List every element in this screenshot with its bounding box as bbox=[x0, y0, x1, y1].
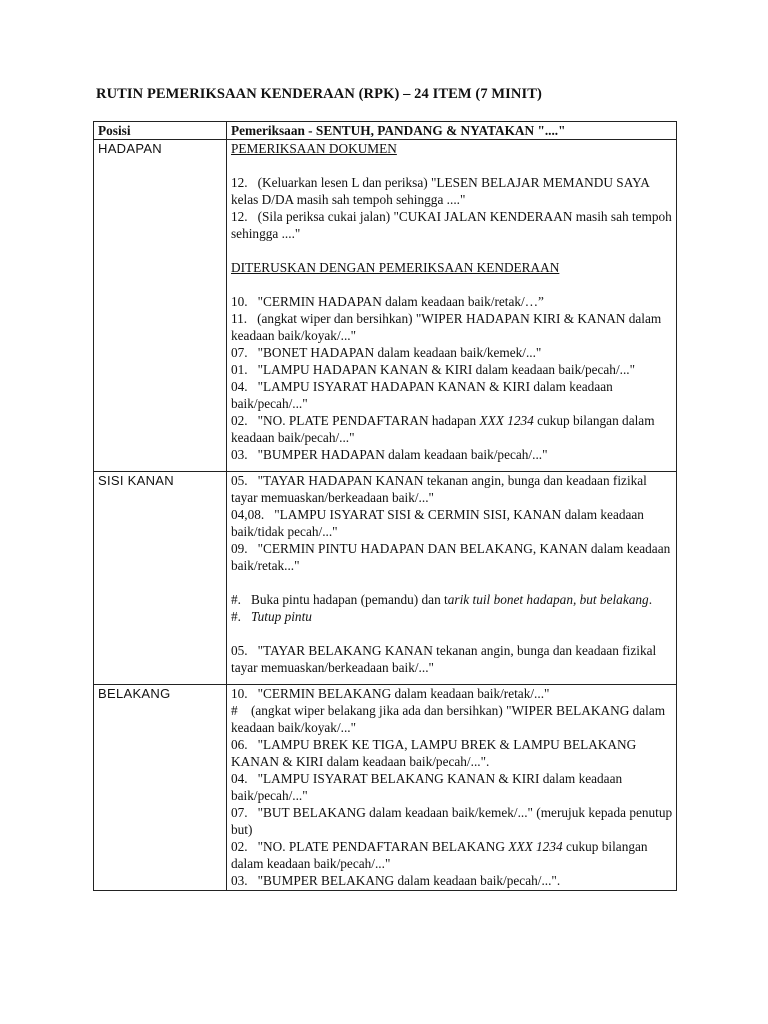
plate-text: 02. "NO. PLATE PENDAFTARAN hadapan bbox=[231, 413, 480, 428]
list-item: 01. "LAMPU HADAPAN KANAN & KIRI dalam keadaan baik/pecah/..." bbox=[231, 362, 636, 377]
list-item: 05. "TAYAR BELAKANG KANAN tekanan angin, bunga dan keadaan fizikal tayar memuaskan/berkeadaan baik/..." bbox=[231, 643, 657, 675]
list-item: 11. (angkat wiper dan bersihkan) "WIPER HADAPAN KIRI & KANAN dalam keadaan baik/koyak/..." bbox=[231, 311, 662, 343]
list-item: 12. (Keluarkan lesen L dan periksa) "LESEN BELAJAR MEMANDU SAYA kelas D/DA masih sah tempoh sehingga ...." bbox=[231, 175, 650, 207]
note-item bbox=[231, 591, 673, 608]
plate-number: XXX 1234 bbox=[508, 839, 563, 854]
section-heading-kenderaan: DITERUSKAN DENGAN PEMERIKSAAN KENDERAAN bbox=[231, 260, 560, 275]
section-heading-dokumen: PEMERIKSAAN DOKUMEN bbox=[231, 141, 397, 156]
table-row-sisi-kanan bbox=[94, 472, 677, 685]
pemeriksaan-hadapan bbox=[227, 140, 677, 472]
note-text: #. Buka pintu hadapan (pemandu) dan t bbox=[231, 592, 448, 607]
note-text-italic: arik tuil bonet hadapan, but belakang bbox=[447, 592, 649, 607]
list-item: 10. "CERMIN HADAPAN dalam keadaan baik/retak/…” bbox=[231, 294, 544, 309]
inspection-table bbox=[93, 121, 677, 891]
plate-text: cukup bilangan dalam keadaan baik/pecah/..." bbox=[231, 839, 648, 871]
note-item bbox=[231, 608, 673, 625]
posisi-sisi-kanan: SISI KANAN bbox=[94, 472, 227, 685]
list-item bbox=[231, 412, 673, 446]
list-item: 09. "CERMIN PINTU HADAPAN DAN BELAKANG, KANAN dalam keadaan baik/retak..." bbox=[231, 541, 671, 573]
posisi-belakang: BELAKANG bbox=[94, 685, 227, 891]
pemeriksaan-sisi-kanan bbox=[227, 472, 677, 685]
posisi-hadapan: HADAPAN bbox=[94, 140, 227, 472]
plate-text: cukup bilangan dalam keadaan baik/pecah/..." bbox=[231, 413, 655, 445]
list-item: 07. "BONET HADAPAN dalam keadaan baik/kemek/..." bbox=[231, 345, 542, 360]
table-header-row bbox=[94, 122, 677, 140]
pemeriksaan-belakang bbox=[227, 685, 677, 891]
plate-number: XXX 1234 bbox=[479, 413, 534, 428]
note-text: . bbox=[648, 592, 653, 607]
list-item bbox=[231, 838, 673, 872]
header-posisi: Posisi bbox=[94, 122, 227, 140]
list-item: 05. "TAYAR HADAPAN KANAN tekanan angin, bunga dan keadaan fizikal tayar memuaskan/berkeadaan baik/..." bbox=[231, 473, 647, 505]
list-item: 03. "BUMPER HADAPAN dalam keadaan baik/pecah/..." bbox=[231, 447, 548, 462]
note-prefix: #. bbox=[231, 609, 251, 624]
plate-text: 02. "NO. PLATE PENDAFTARAN BELAKANG bbox=[231, 839, 509, 854]
header-pemeriksaan: Pemeriksaan - SENTUH, PANDANG & NYATAKAN "...." bbox=[227, 122, 677, 140]
list-item: 07. "BUT BELAKANG dalam keadaan baik/kemek/..." (merujuk kepada penutup but) bbox=[231, 805, 673, 837]
list-item: 04,08. "LAMPU ISYARAT SISI & CERMIN SISI, KANAN dalam keadaan baik/tidak pecah/..." bbox=[231, 507, 644, 539]
list-item: # (angkat wiper belakang jika ada dan bersihkan) "WIPER BELAKANG dalam keadaan baik/koyak/..." bbox=[231, 703, 666, 735]
list-item: 10. "CERMIN BELAKANG dalam keadaan baik/retak/..." bbox=[231, 686, 550, 701]
document-title: RUTIN PEMERIKSAAN KENDERAAN (RPK) – 24 ITEM (7 MINIT) bbox=[96, 86, 542, 102]
list-item: 03. "BUMPER BELAKANG dalam keadaan baik/pecah/...". bbox=[231, 873, 561, 888]
list-item: 12. (Sila periksa cukai jalan) "CUKAI JALAN KENDERAAN masih sah tempoh sehingga ...." bbox=[231, 209, 672, 241]
table-row-belakang bbox=[94, 685, 677, 891]
list-item: 06. "LAMPU BREK KE TIGA, LAMPU BREK & LAMPU BELAKANG KANAN & KIRI dalam keadaan baik/pecah/...". bbox=[231, 737, 637, 769]
table-row-hadapan bbox=[94, 140, 677, 472]
list-item: 04. "LAMPU ISYARAT BELAKANG KANAN & KIRI dalam keadaan baik/pecah/..." bbox=[231, 771, 623, 803]
note-text-italic: Tutup pintu bbox=[250, 609, 312, 624]
list-item: 04. "LAMPU ISYARAT HADAPAN KANAN & KIRI dalam keadaan baik/pecah/..." bbox=[231, 379, 613, 411]
